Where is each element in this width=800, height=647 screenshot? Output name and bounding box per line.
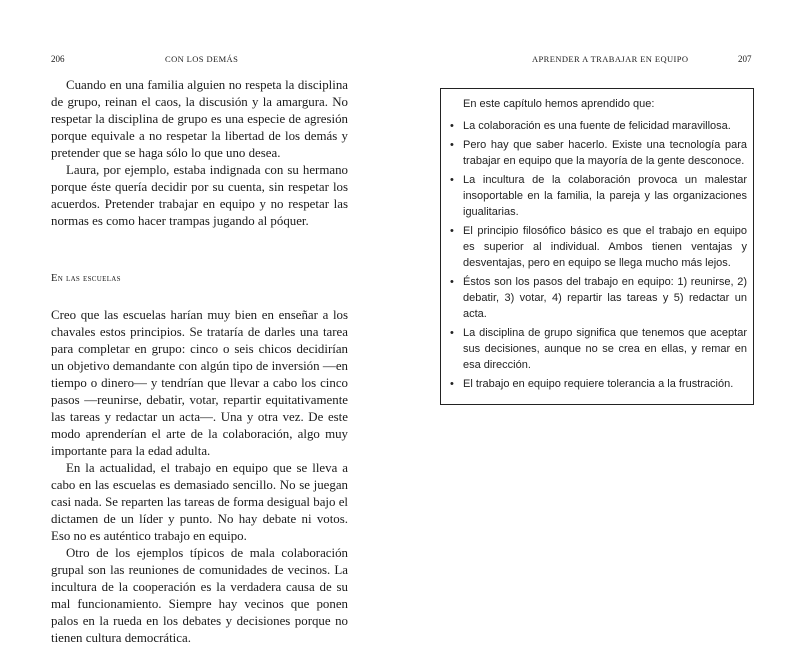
paragraph: Cuando en una familia alguien no respeta la disciplina de grupo, reinan el caos, la discusión y la amargura. No respetar la disciplina de grupo es una especie de agresión porque equivale a no respetar la libertad de los demás y pretender que se haga sólo lo que uno desea.: [51, 78, 348, 160]
list-item-text: La colaboración es una fuente de felicidad maravillosa.: [463, 120, 731, 132]
left-page: [0, 0, 400, 645]
list-item-text: La disciplina de grupo significa que tenemos que aceptar sus decisiones, aunque no se crea en ellas, y remar en esa dirección.: [463, 327, 747, 371]
chapter-summary-box: [440, 88, 754, 405]
bullet-icon: •: [450, 327, 454, 339]
list-item: [447, 137, 747, 169]
running-head-right: APRENDER A TRABAJAR EN EQUIPO: [532, 54, 689, 64]
right-page: [400, 0, 800, 639]
list-item: [447, 223, 747, 271]
summary-intro: En este capítulo hemos aprendido que:: [463, 98, 655, 110]
bullet-icon: •: [450, 225, 454, 237]
summary-list: [447, 118, 747, 392]
left-body-text: [51, 77, 348, 647]
list-item: [447, 376, 747, 392]
bullet-icon: •: [450, 276, 454, 288]
list-item-text: El principio filosófico básico es que el trabajo en equipo es superior al individual. Ambos tienen ventajas y desventajas, pero en equipo se llega mucho más lejos.: [463, 225, 747, 269]
list-item: [447, 325, 747, 373]
list-item-text: El trabajo en equipo requiere tolerancia a la frustración.: [463, 378, 734, 390]
list-item-text: Éstos son los pasos del trabajo en equipo: 1) reunirse, 2) debatir, 3) votar, 4) repartir las tareas y 5) redactar un acta.: [463, 276, 747, 320]
bullet-icon: •: [450, 378, 454, 390]
paragraph: Laura, por ejemplo, estaba indignada con su hermano porque éste quería decidir por su cuenta, sin respetar los acuerdos. Pretender trabajar en equipo y no respetar las normas es como hacer trampas jugando al póquer.: [51, 163, 348, 228]
list-item-text: La incultura de la colaboración provoca un malestar insoportable en la familia, la pareja y las organizaciones igualitarias.: [463, 174, 747, 218]
list-item: [447, 172, 747, 220]
paragraph: En la actualidad, el trabajo en equipo que se lleva a cabo en las escuelas es demasiado sencillo. No se juegan casi nada. Se reparten las tareas de forma desigual bajo el dictamen de un líder y punto. No hay debate ni votos. Eso no es auténtico trabajo en equipo.: [51, 461, 348, 543]
bullet-icon: •: [450, 120, 454, 132]
section-heading: En las escuelas: [51, 273, 121, 284]
bullet-icon: •: [450, 174, 454, 186]
list-item: [447, 274, 747, 322]
list-item-text: Pero hay que saber hacerlo. Existe una tecnología para trabajar en equipo que la mayoría de la gente desconoce.: [463, 139, 747, 167]
paragraph: Creo que las escuelas harían muy bien en enseñar a los chavales estos principios. Se trataría de darles una tarea para completar en grupo: cinco o seis chicos decidirían un objetivo demandante con algún tipo de inversión —en tiempo o dinero— y tendrían que llevar a cabo los cinco pasos —reunirse, debatir, votar, repartir equitativamente las tareas y redactar un acta—. Una y otra vez. De este modo aprenderían el arte de la colaboración, algo muy importante para la edad adulta.: [51, 308, 348, 458]
running-head-left: CON LOS DEMÁS: [165, 54, 239, 64]
paragraph: Otro de los ejemplos típicos de mala colaboración grupal son las reuniones de comunidades de vecinos. La incultura de la cooperación es la verdadera causa de su mal funcionamiento. Siempre hay vecinos que ponen palos en la rueda en los debates y decisiones porque no tienen cultura democrática.: [51, 546, 348, 645]
page-number-left: 206: [51, 54, 65, 64]
page-number-right: 207: [738, 54, 752, 64]
list-item: [447, 118, 747, 134]
bullet-icon: •: [450, 139, 454, 151]
